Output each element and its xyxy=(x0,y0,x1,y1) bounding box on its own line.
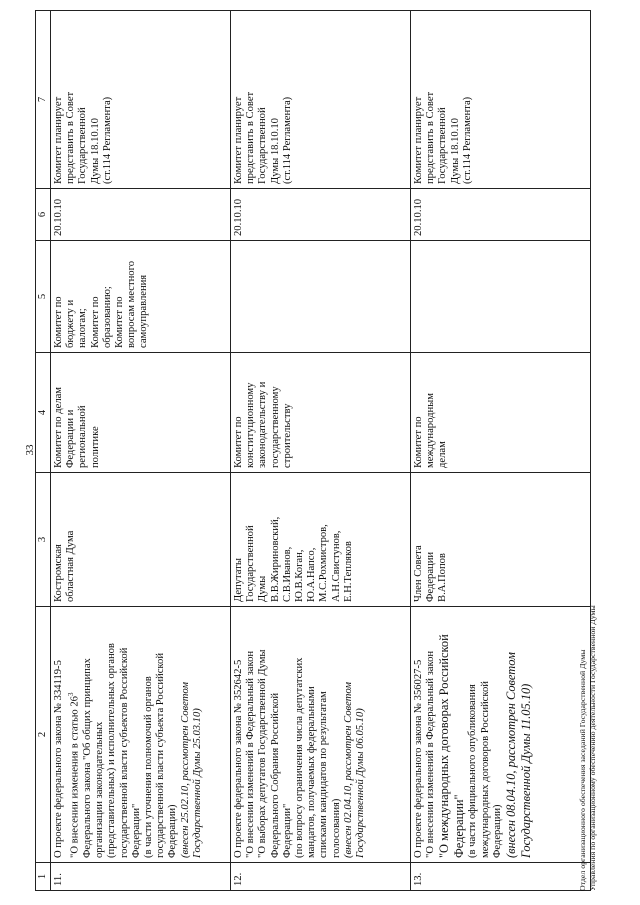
bill-note: Государственной Думы 06.05.10) xyxy=(355,708,367,858)
bill-line: О проекте федерального закона № 334119-5 xyxy=(53,660,64,858)
col-header: 1 xyxy=(36,863,51,891)
date-cell: 20.10.10 xyxy=(51,189,231,241)
bill-line: государственной власти субъекта Российской xyxy=(155,653,167,858)
footer xyxy=(578,605,597,891)
bill-line: О проекте федерального закона № 356027-5 xyxy=(413,659,424,858)
responsible-committee: Комитет по делам Федерации и региональной политике xyxy=(51,353,231,473)
table-row xyxy=(51,11,231,891)
responsible-committee: Комитет по конституционному законодательству и государственному строительству xyxy=(231,353,411,473)
bill-note: (внесен 08.04.10, рассмотрен Советом xyxy=(504,652,519,858)
bill-note: Государственной Думы 11.05.10) xyxy=(519,683,534,858)
bill-line: "О внесении изменения в статью $26^3$ xyxy=(67,692,81,858)
footer-line: Отдел организационного обеспечения заседаний Государственной Думы xyxy=(578,649,587,891)
col-header: 5 xyxy=(36,241,51,353)
bill-line: Федерального Собрания Российской xyxy=(269,692,281,858)
row-number: 13. xyxy=(411,863,591,891)
plan-cell: Комитет планирует представить в Совет Государственной Думы 18.10.10 (ст.114 Регламента) xyxy=(51,11,231,189)
date-cell: 20.10.10 xyxy=(411,189,591,241)
bill-note: (внесен 02.04.10, рассмотрен Советом xyxy=(342,682,354,858)
bill-line: списками кандидатов по результатам xyxy=(318,691,330,858)
plan-cell: Комитет планирует представить в Совет Государственной Думы 18.10.10 (ст.114 Регламента) xyxy=(231,11,411,189)
bill-line: (в части официального опубликования xyxy=(467,684,479,858)
bill-line: (по вопросу ограничения числа депутатских xyxy=(294,657,306,858)
initiator: Член Совета Федерации В.А.Попов xyxy=(411,473,591,607)
col-header: 4 xyxy=(36,353,51,473)
bill-line: государственной власти субъектов Российской xyxy=(118,647,130,858)
bill-line: "О выборах депутатов Государственной Думы xyxy=(257,649,269,858)
initiator: Депутаты Государственной Думы В.В.Жириновский, С.В.Иванов, Ю.В.Коган, Ю.А.Напсо, М.С.Рохмистров, А.Н.Свистунов, Е.Н.Тепляков xyxy=(231,473,411,607)
plan-cell: Комитет планирует представить в Совет Государственной Думы 18.10.10 (ст.114 Регламента) xyxy=(411,11,591,189)
bill-note: (внесен 25.02.10, рассмотрен Советом xyxy=(179,682,191,858)
bill-line: "О международных договорах Российской xyxy=(437,634,452,858)
co-committees xyxy=(231,241,411,353)
table-row xyxy=(411,11,591,891)
bill-line: "О внесении изменений в Федеральный закон xyxy=(425,650,437,858)
col-header: 6 xyxy=(36,189,51,241)
bill-line: организации законодательных xyxy=(94,721,106,858)
bill-description xyxy=(411,607,591,863)
bill-line: голосования) xyxy=(330,798,342,858)
initiator: Костромская областная Дума xyxy=(51,473,231,607)
footer-line: Управления по организационному обеспечению деятельности Государственной Думы xyxy=(587,605,597,891)
bill-line: (представительных) и исполнительных органов xyxy=(106,643,118,858)
bill-note: Государственной Думы 25.03.10) xyxy=(191,708,203,858)
header-row xyxy=(36,11,51,891)
bill-line: Федерации" xyxy=(281,803,293,858)
bill-line: Федерации) xyxy=(167,804,179,858)
col-header: 3 xyxy=(36,473,51,607)
responsible-committee: Комитет по международным делам xyxy=(411,353,591,473)
table-row xyxy=(231,11,411,891)
col-header: 7 xyxy=(36,11,51,189)
bill-description xyxy=(231,607,411,863)
bill-line: Федерального закона "Об общих принципах xyxy=(81,658,93,858)
date-cell: 20.10.10 xyxy=(231,189,411,241)
page-number: 33 xyxy=(24,444,36,456)
co-committees xyxy=(411,241,591,353)
bill-line: О проекте федерального закона № 352642-5 xyxy=(233,659,244,858)
bill-line: Федерации) xyxy=(491,804,503,858)
bills-table xyxy=(35,10,591,891)
row-number: 12. xyxy=(231,863,411,891)
bill-line: (в части уточнения полномочий органов xyxy=(142,676,154,858)
row-number: 11. xyxy=(51,863,231,891)
co-committees: Комитет по бюджету и налогам; Комитет по образованию; Комитет по вопросам местного самоуправления xyxy=(51,241,231,353)
bill-line: "О внесении изменений в Федеральный закон xyxy=(245,650,257,858)
bill-line: Федерации" xyxy=(130,803,142,858)
bill-description xyxy=(51,607,231,863)
bill-line: мандатов, получаемых федеральными xyxy=(306,686,318,858)
col-header: 2 xyxy=(36,607,51,863)
bill-line: международных договоров Российской xyxy=(479,681,491,858)
superscript: 3 xyxy=(67,692,76,697)
bill-line: Федерации" xyxy=(452,794,467,858)
